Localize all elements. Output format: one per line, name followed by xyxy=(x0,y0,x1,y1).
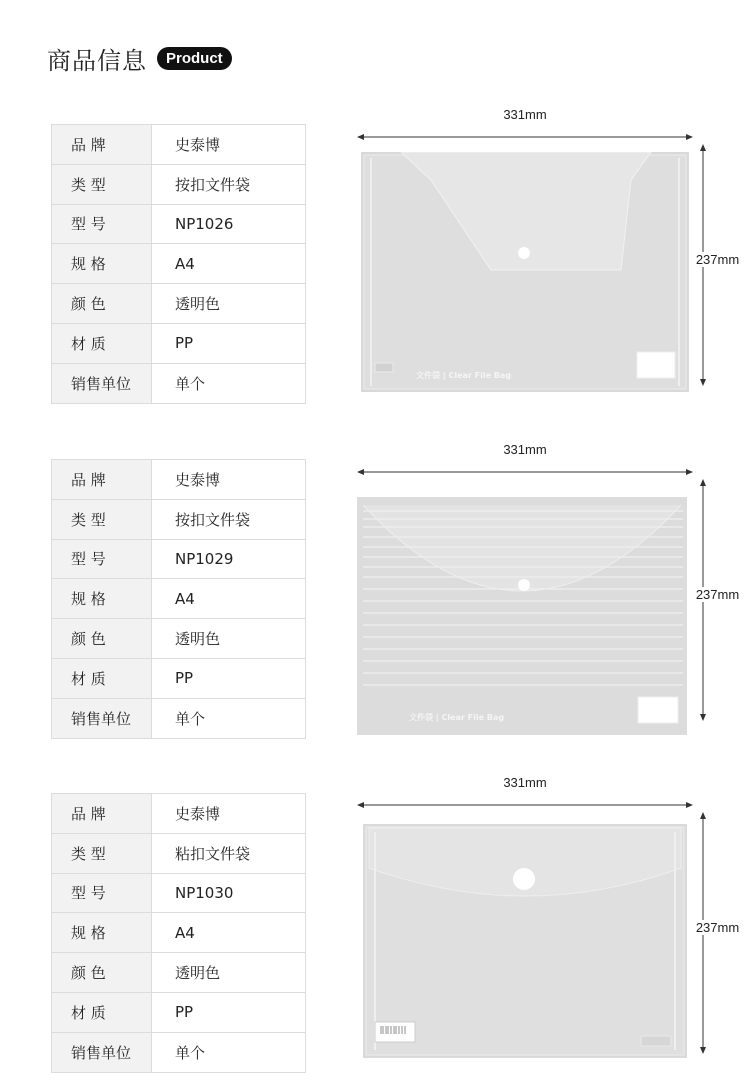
spec-value: 透明色 xyxy=(152,953,306,993)
height-dimension xyxy=(695,810,740,1056)
height-label: 237mm xyxy=(695,252,740,267)
table-row xyxy=(52,204,306,244)
spec-label: 规 格 xyxy=(52,244,152,284)
spec-label: 销售单位 xyxy=(52,1032,152,1072)
width-label: 331mm xyxy=(503,107,547,122)
spec-value: 粘扣文件袋 xyxy=(152,833,306,873)
file-bag-picture xyxy=(363,824,689,1060)
spec-table-1 xyxy=(51,124,306,404)
spec-value: NP1029 xyxy=(152,539,306,579)
product-image-1 xyxy=(355,107,740,402)
spec-label: 型 号 xyxy=(52,204,152,244)
file-bag-stack-picture xyxy=(357,497,689,737)
table-row xyxy=(52,794,306,834)
spec-label: 材 质 xyxy=(52,323,152,363)
spec-value: A4 xyxy=(152,913,306,953)
spec-value: PP xyxy=(152,658,306,698)
spec-value: PP xyxy=(152,323,306,363)
product-image-2 xyxy=(355,442,740,737)
product-image-3 xyxy=(355,775,740,1070)
spec-label: 颜 色 xyxy=(52,953,152,993)
spec-value: 透明色 xyxy=(152,619,306,659)
height-label: 237mm xyxy=(695,920,740,935)
spec-table-2 xyxy=(51,459,306,739)
file-bag-picture xyxy=(361,152,691,394)
table-row xyxy=(52,579,306,619)
spec-label: 销售单位 xyxy=(52,698,152,738)
spec-label: 销售单位 xyxy=(52,363,152,403)
table-row xyxy=(52,953,306,993)
width-label: 331mm xyxy=(503,442,547,457)
section-badge: Product xyxy=(157,47,232,70)
table-row xyxy=(52,164,306,204)
table-row xyxy=(52,323,306,363)
width-dimension xyxy=(355,442,695,481)
bag-print-text: 文件袋 | Clear File Bag xyxy=(409,713,505,722)
spec-label: 颜 色 xyxy=(52,284,152,324)
table-row xyxy=(52,284,306,324)
table-row xyxy=(52,539,306,579)
width-arrow-icon xyxy=(355,112,695,146)
table-row xyxy=(52,460,306,500)
spec-label: 类 型 xyxy=(52,833,152,873)
table-row xyxy=(52,698,306,738)
spec-value: A4 xyxy=(152,244,306,284)
spec-value: 透明色 xyxy=(152,284,306,324)
spec-value: 单个 xyxy=(152,1032,306,1072)
spec-value: NP1026 xyxy=(152,204,306,244)
spec-value: 史泰博 xyxy=(152,125,306,165)
spec-value: 按扣文件袋 xyxy=(152,164,306,204)
table-row xyxy=(52,499,306,539)
spec-label: 颜 色 xyxy=(52,619,152,659)
spec-label: 品 牌 xyxy=(52,794,152,834)
bag-print-text: 文件袋 | Clear File Bag xyxy=(416,371,512,380)
spec-value: 单个 xyxy=(152,363,306,403)
section-title: 商品信息 xyxy=(47,46,147,75)
table-row xyxy=(52,125,306,165)
width-label: 331mm xyxy=(503,775,547,790)
height-dimension xyxy=(695,477,740,723)
spec-label: 材 质 xyxy=(52,658,152,698)
spec-value: 史泰博 xyxy=(152,794,306,834)
table-row xyxy=(52,619,306,659)
section-header xyxy=(47,42,232,74)
spec-value: NP1030 xyxy=(152,873,306,913)
spec-value: A4 xyxy=(152,579,306,619)
spec-table-3 xyxy=(51,793,306,1073)
spec-label: 类 型 xyxy=(52,499,152,539)
width-dimension xyxy=(355,775,695,814)
table-row xyxy=(52,363,306,403)
spec-label: 规 格 xyxy=(52,579,152,619)
spec-value: PP xyxy=(152,992,306,1032)
table-row xyxy=(52,913,306,953)
spec-value: 单个 xyxy=(152,698,306,738)
spec-label: 规 格 xyxy=(52,913,152,953)
table-row xyxy=(52,873,306,913)
spec-label: 品 牌 xyxy=(52,125,152,165)
spec-label: 型 号 xyxy=(52,873,152,913)
width-arrow-icon xyxy=(355,447,695,481)
spec-label: 型 号 xyxy=(52,539,152,579)
table-row xyxy=(52,833,306,873)
spec-label: 材 质 xyxy=(52,992,152,1032)
table-row xyxy=(52,658,306,698)
height-dimension xyxy=(695,142,740,388)
table-row xyxy=(52,992,306,1032)
table-row xyxy=(52,1032,306,1072)
spec-value: 按扣文件袋 xyxy=(152,499,306,539)
width-dimension xyxy=(355,107,695,146)
height-label: 237mm xyxy=(695,587,740,602)
table-row xyxy=(52,244,306,284)
spec-value: 史泰博 xyxy=(152,460,306,500)
spec-label: 类 型 xyxy=(52,164,152,204)
width-arrow-icon xyxy=(355,780,695,814)
spec-label: 品 牌 xyxy=(52,460,152,500)
